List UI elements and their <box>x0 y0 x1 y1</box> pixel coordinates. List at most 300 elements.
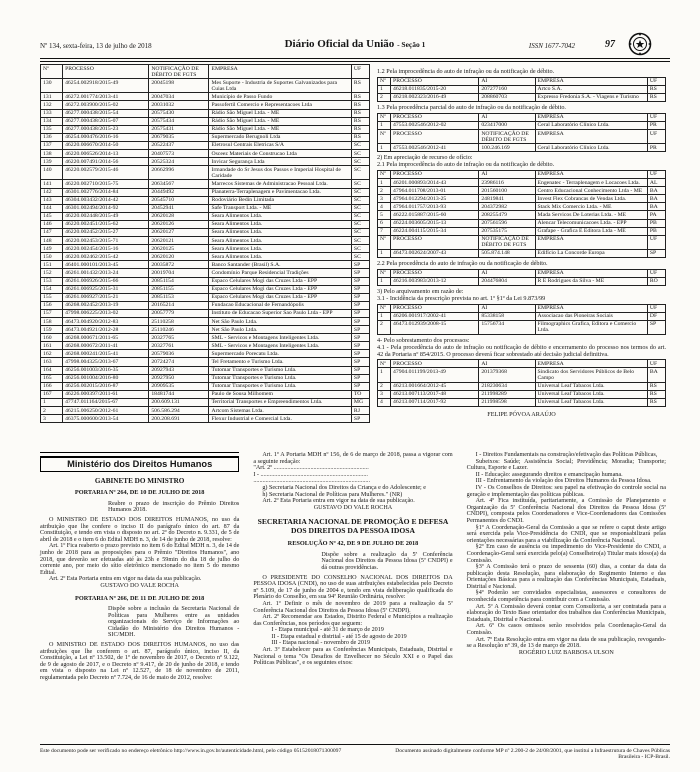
column-header: UF <box>647 130 665 144</box>
table-cell: 144 <box>41 204 63 212</box>
table-cell: SP <box>351 318 369 326</box>
table-cell: 153 <box>41 277 63 285</box>
portaria-264-paragraph: O MINISTRO DE ESTADO DOS DIREITOS HUMANOS, no uso da atribuição que lhe confere o inciso II do parágrafo único do art. 87 da Constituição, e tendo em vista o disposto no art. 2º do Decreto n. 9.331, de 5 de abril de 2018 e o item 6 do Edital MDH n. 3, de 14 de junho de 2018, resolve: <box>40 516 240 543</box>
table-cell: SC <box>351 237 369 245</box>
table-cell: 46220.002454/2015-16 <box>63 245 149 253</box>
table-cell: 4 <box>378 398 391 406</box>
cabinet-heading: GABINETE DO MINISTRO <box>94 476 185 485</box>
table-cell: 46256.001004/2016-80 <box>63 374 149 382</box>
column-header: EMPRESA <box>535 360 647 368</box>
table-cell: SC <box>351 212 369 220</box>
page-footer <box>40 748 670 761</box>
table-row <box>378 219 666 227</box>
table-cell: 7 <box>378 227 391 235</box>
table-cell: 46206.001917/2002-41 <box>391 312 479 320</box>
table-cell: 46220.007491/2014-56 <box>63 158 149 166</box>
middle-column <box>253 452 452 682</box>
column-header: EMPRESA <box>535 77 647 85</box>
table-cell: 142 <box>41 188 63 196</box>
table-cell: 1 <box>41 398 63 406</box>
table-cell: Territorial Transportes e Empreendimentos Ltda. <box>209 398 351 406</box>
table-cell: RS <box>647 390 665 398</box>
table-cell: 46215.006250/2012-61 <box>63 407 149 415</box>
table-row <box>41 158 370 166</box>
table-cell: 506.586.294 <box>149 407 209 415</box>
table-cell: SP <box>351 342 369 350</box>
edition-date: Nº 134, sexta-feira, 13 de julho de 2018 <box>40 42 152 50</box>
table-cell: 47553.002546/2012-02 <box>391 121 479 129</box>
etapa-item: III - Etapa nacional - novembro de 2019 <box>271 640 371 647</box>
table-cell: 208255479 <box>479 211 535 219</box>
table-cell: RS <box>351 93 369 101</box>
table-cell: Safe Transport Ltda. - ME <box>209 204 351 212</box>
table-row <box>41 318 370 326</box>
column-header: Nº <box>378 130 391 144</box>
table-row <box>41 180 370 188</box>
column-header: PROCESSO <box>391 77 479 85</box>
table-cell: 46254.000476/2016-16 <box>63 133 149 141</box>
republic-emblem-icon <box>628 32 652 56</box>
table-cell: 20449492 <box>149 188 209 196</box>
column-header: PROCESSO <box>391 360 479 368</box>
resolucao-paragraph: §1º A Coordenação-Geral da Comissão a que se refere o caput deste artigo será exercida pela Vice-Presidência do CNDI, que se responsabilizará pelas orientações necessárias para a viabilização da Conferência Nacional. <box>466 524 666 544</box>
column-header: UF <box>647 304 665 312</box>
column-header: AI <box>479 170 535 178</box>
portaria-264-heading: PORTARIA Nº 264, DE 10 DE JULHO DE 2018 <box>74 489 205 497</box>
table-cell: SML - Servicos e Montagens Inteligentes Ltda. <box>209 334 351 342</box>
table-cell: RS <box>351 125 369 133</box>
table-cell: SP <box>351 366 369 374</box>
table-cell: 15756734 <box>479 320 535 334</box>
portaria-vigor-paragraph: Art. 2º Esta Portaria entra em vigor na data de sua publicação. <box>262 498 415 505</box>
table-cell: 160 <box>41 334 63 342</box>
table-cell: 47964.011708/2013-01 <box>391 187 479 195</box>
section-1-2-table <box>377 77 666 102</box>
column-header: AI <box>479 113 535 121</box>
process-table-column <box>40 64 370 423</box>
table-cell: 20662996 <box>149 166 209 180</box>
column-header: EMPRESA <box>535 130 647 144</box>
table-cell: 149 <box>41 245 63 253</box>
table-cell: TO <box>351 390 369 398</box>
table-cell: 20851154 <box>149 277 209 285</box>
table-cell: 151 <box>41 261 63 269</box>
table-cell: 20620125 <box>149 245 209 253</box>
table-cell: 47964.011757/2013-93 <box>391 203 479 211</box>
table-cell: 46220.002448/2015-49 <box>63 212 149 220</box>
item-h: h) Secretaria Nacional de Políticas para Mulheres." (NR) <box>262 491 403 498</box>
table-cell: Artcom Sistemas Ltda. <box>209 407 351 415</box>
table-cell: BA <box>647 203 665 211</box>
table-cell: 2 <box>378 93 391 101</box>
table-cell: 47747.011164/2015-67 <box>63 398 149 406</box>
table-cell: 46220.006670/2014-50 <box>63 141 149 149</box>
table-cell: SP <box>647 320 665 334</box>
table-cell: RS <box>647 398 665 406</box>
footer-verification-text: Este documento pode ser verificado no endereço eletrônico http://www.in.gov.br/autenticidade.html, pelo código 05152018071300097 <box>40 748 342 754</box>
table-cell: Planaterra-Terraplenagem e Pavimentacao Ltda. <box>209 188 351 196</box>
table-cell: 2 <box>378 320 391 334</box>
table-cell: 207561596 <box>479 219 535 227</box>
table-cell: 25110258 <box>149 318 209 326</box>
table-cell: Fundacao Educacional de Fernandópolis <box>209 301 351 309</box>
column-header: Nº <box>378 113 391 121</box>
table-cell: SP <box>351 301 369 309</box>
page-number: 97 <box>605 39 615 50</box>
table-row <box>41 79 370 93</box>
table-cell: Invicar Segurança Ltda <box>209 158 351 166</box>
table-cell: 20620121 <box>149 237 209 245</box>
table-row <box>41 117 370 125</box>
decisions-column <box>377 66 666 424</box>
column-header: Nº <box>41 65 63 79</box>
secretaria-heading: SECRETARIA NACIONAL DE PROMOÇÃO E DEFESA DOS DIREITOS DA PESSOA IDOSA <box>257 517 449 535</box>
table-row <box>41 366 370 374</box>
signature-rogerio-luiz-barbosa-ulson: ROGÉRIO LUIZ BARBOSA ULSON <box>518 649 614 656</box>
table-cell: Net São Paulo Ltda. <box>209 318 351 326</box>
table-cell: 46218.011835/2015-20 <box>391 85 479 93</box>
table-cell: 154 <box>41 285 63 293</box>
table-cell: SP <box>351 382 369 390</box>
table-cell: MG <box>351 398 369 406</box>
table-cell: 157 <box>41 309 63 317</box>
table-cell: Stack Mix Comercio Ltda. - ME <box>535 203 647 211</box>
table-cell: 161 <box>41 342 63 350</box>
table-cell: Net São Paulo Ltda. <box>209 326 351 334</box>
table-cell: Invest Flex Cobrancas de Vendas Ltda. <box>535 195 647 203</box>
table-cell: 5 <box>378 211 391 219</box>
table-cell: 46272.003900/2015-02 <box>63 101 149 109</box>
column-header: Nº <box>378 170 391 178</box>
table-row <box>378 179 666 187</box>
table-cell: SC <box>351 245 369 253</box>
footer-signature-text: Documento assinado digitalmente conforme MP nº 2.200-2 de 24/08/2001, que institui a Infraestrutura de Chaves Públicas Brasileira - ICP-Brasil. <box>395 748 670 761</box>
table-row <box>378 249 666 257</box>
table-cell: 20522437 <box>149 141 209 149</box>
signature-gustavo-do-vale-rocha: GUSTAVO DO VALE ROCHA <box>313 504 393 511</box>
table-cell: 18481744 <box>149 390 209 398</box>
table-cell: 207535175 <box>479 227 535 235</box>
table-cell: 3 <box>41 415 63 423</box>
table-cell: 20575430 <box>149 109 209 117</box>
table-cell: 46261.006927/2015-21 <box>63 293 149 301</box>
table-cell: Espaco Celulares Mogi das Cruzes Ltda - EPP <box>209 293 351 301</box>
right-bottom-column <box>467 452 666 682</box>
table-cell: 137 <box>41 141 63 149</box>
table-cell: 20545710 <box>149 196 209 204</box>
table-cell: 46473.012939/2008-15 <box>391 320 479 334</box>
table-header-row <box>378 269 666 277</box>
table-row <box>41 342 370 350</box>
table-cell: Rádio São Miguel Ltda. - ME <box>209 109 351 117</box>
table-cell: Edifício La Concorde Europa <box>535 249 647 257</box>
table-cell: 20620126 <box>149 220 209 228</box>
table-cell: Tel Fretamento e Turismo Ltda. <box>209 358 351 366</box>
column-header: EMPRESA <box>535 269 647 277</box>
table-row <box>41 228 370 236</box>
table-row <box>41 374 370 382</box>
table-cell: 46256.001003/2016-35 <box>63 366 149 374</box>
column-header: EMPRESA <box>535 170 647 178</box>
table-header-row <box>378 113 666 121</box>
table-cell: 20927950 <box>149 374 209 382</box>
resolucao-paragraph: §3º A Comissão terá o prazo de sessenta (60) dias, a contar da data da publicação desta Resolução, para elaboração do Regimento Interno e das Orientações Básicas para a realização das Conferências Municipais, Estaduais, Distrital e Nacional. <box>466 564 666 590</box>
table-cell: PB <box>647 227 665 235</box>
table-cell: 20019704 <box>149 269 209 277</box>
table-header-row <box>378 170 666 178</box>
column-header: PROCESSO <box>391 304 479 312</box>
column-header: AI <box>479 269 535 277</box>
table-cell: Sindicato dos Servidores Públicos de Belo Campo <box>535 368 647 382</box>
table-cell: 46277.000438/2015-23 <box>63 125 149 133</box>
table-cell: 167 <box>41 390 63 398</box>
table-cell: Paulo de Sousa Milhomem <box>209 390 351 398</box>
table-cell: 2 <box>378 187 391 195</box>
section-2-2-heading: 2.2 Pela procedência do auto de infração ou da notificação de débito. <box>377 259 548 267</box>
table-header-row <box>378 130 666 144</box>
table-cell: 200.609.131 <box>149 398 209 406</box>
table-cell: 163 <box>41 358 63 366</box>
signature-felipe-povoa-araujo: FELIPE PÓVOA ARAÚJO <box>487 410 556 418</box>
footer-divider <box>40 744 670 745</box>
table-cell: 46261.006925/2015-31 <box>63 285 149 293</box>
table-cell: 46220.002462/2015-42 <box>63 253 149 261</box>
section-4-heading: 4- Pelo sobrestamento dos processos: <box>377 336 470 344</box>
column-header: PROCESSO <box>391 269 479 277</box>
process-table-body <box>41 79 370 399</box>
table-cell: 46277.000438/2015-07 <box>63 117 149 125</box>
table-cell: 1 <box>378 121 391 129</box>
table-cell: BA <box>647 187 665 195</box>
ministry-box-title: Ministério dos Direitos Humanos <box>40 456 239 472</box>
table-cell: 4 <box>378 203 391 211</box>
table-row <box>378 277 666 285</box>
table-cell: SP <box>647 249 665 257</box>
table-cell: SC <box>351 228 369 236</box>
table-cell: 24819841 <box>479 195 535 203</box>
table-cell: Engenatec - Terraplenagem e Locacoes Ltda. <box>535 179 647 187</box>
resolucao-42-heading: RESOLUÇÃO Nº 42, DE 9 DE JULHO DE 2018 <box>287 540 419 548</box>
table-cell: 100.246.169 <box>479 144 535 152</box>
table-row <box>41 285 370 293</box>
table-cell: Tutomar Transportes e Turismo Ltda. <box>209 382 351 390</box>
portaria-264-paragraph: Art. 1º Fica reaberto o prazo previsto no item 6 do Edital MDH n. 3, de 14 de junho de 2018 para as proposições para o Prêmio "Direitos Humanos", ano 2018, que deverão ser efetuadas até às 23h e 59min do dia 18 de julho do corrente ano, por meio do sítio eletrônico mencionado no item 5 do mesmo Edital. <box>40 543 240 576</box>
table-cell: DF <box>647 312 665 320</box>
table-cell: 1 <box>378 144 391 152</box>
quoted-article-line: "Art. 2º .............................................................. <box>253 465 369 472</box>
resolucao-paragraph: Art. 7º Esta Resolução entra em vigor na data de sua publicação, revogando-se a Resolução nº 39, de 13 de março de 2018. <box>466 636 666 650</box>
resolucao-42-ementa: Dispõe sobre a realização da 5ª Conferência Nacional dos Direitos da Pessoa Idosa (5ª CNDPI) e dá outras providências. <box>321 551 453 571</box>
table-cell: 20724274 <box>149 358 209 366</box>
resolucao-paragraph: Art. 5º A Comissão deverá contar com Consultoria, a ser contratada para a elaboração do Texto Base orientador dos trabalhos das Conferências Municipais, Estaduais, Distrital e Nacional. <box>466 603 666 623</box>
table-cell: RO <box>647 277 665 285</box>
table-row <box>41 309 370 317</box>
table-cell: 20575434 <box>149 117 209 125</box>
table-cell: 46256.002015/2016-87 <box>63 382 149 390</box>
table-row <box>41 188 370 196</box>
table-cell: SC <box>351 166 369 180</box>
portaria-264-ementa: Reabre o prazo de inscrição do Prêmio Direitos Humanos 2018. <box>108 500 240 514</box>
table-row <box>378 227 666 235</box>
table-cell: 46473.004920/2012-83 <box>63 318 149 326</box>
table-cell: 131 <box>41 93 63 101</box>
section-4-1-table <box>377 359 666 407</box>
table-cell: SP <box>351 309 369 317</box>
section-3-heading: 3) Pelo arquivamento em razão de: <box>377 287 464 295</box>
table-row <box>378 187 666 195</box>
table-cell: 20634567 <box>149 180 209 188</box>
table-cell: 1 <box>378 312 391 320</box>
column-header: PROCESSO <box>391 235 479 249</box>
table-row <box>41 358 370 366</box>
table-row <box>41 407 370 415</box>
table-row <box>41 398 370 406</box>
column-header: EMPRESA <box>535 113 647 121</box>
table-cell: 20679035 <box>149 133 209 141</box>
table-row <box>378 382 666 390</box>
table-row <box>378 93 666 101</box>
table-cell: Seara Alimentos Ltda. <box>209 253 351 261</box>
etapa-item: II - Etapa estadual e distrital - até 15 de agosto de 2019 <box>271 633 407 640</box>
section-3-1-heading: 3.1 - Incidência da prescrição prevista no art. 1º §1º da Lei 9.873/99 <box>377 294 546 302</box>
table-cell: 20045198 <box>149 79 209 93</box>
table-header-row <box>378 77 666 85</box>
table-cell: Tutomar Transportes e Turismo Ltda. <box>209 366 351 374</box>
column-header: UF <box>647 113 665 121</box>
table-row <box>41 334 370 342</box>
table-cell: 46268.000241/2015-41 <box>63 350 149 358</box>
table-cell: 46220.002579/2015-46 <box>63 166 149 180</box>
column-header: EMPRESA <box>535 304 647 312</box>
table-cell: SC <box>351 188 369 196</box>
gazette-title <box>40 38 670 50</box>
table-cell: PB <box>647 219 665 227</box>
column-header: UF <box>647 170 665 178</box>
table-row <box>41 390 370 398</box>
table-row <box>378 195 666 203</box>
table-cell: 148 <box>41 237 63 245</box>
table-cell: SML - Servicos e Montagens Inteligentes Ltda. <box>209 342 351 350</box>
table-row <box>378 144 666 152</box>
table-cell: Banco Santander (Brasil) S.A. <box>209 261 351 269</box>
table-cell: 46375.000600/2013-54 <box>63 415 149 423</box>
resolucao-paragraph: Art. 1º Definir o mês de novembro de 2019 para a realização da 5ª Conferência Nacional dos Direitos da Pessoa Idosa (5ª CNDPI). <box>253 600 453 614</box>
quoted-item-line: I - ...................................................................... <box>253 471 368 478</box>
table-cell: RS <box>351 109 369 117</box>
etapa-item: I - Etapa municipal - até 31 de março de 2019 <box>271 627 384 634</box>
table-cell: Grafape - Grafica E Editora Ltda - ME <box>535 227 647 235</box>
table-cell: 46261.006926/2015-66 <box>63 277 149 285</box>
table-cell: Rádio São Miguel Ltda. - ME <box>209 117 351 125</box>
table-cell: R E Rodrigues da Silva - ME <box>535 277 647 285</box>
table-cell: Marrecos Sistemas de Administracao Pessoal Ltda. <box>209 180 351 188</box>
portaria-266-ementa: Dispõe sobre a inclusão da Secretaria Nacional de Políticas para Mulheres entre as unidades organizacionais do Serviço de Informações ao Cidadão do Ministério dos Direitos Humanos - SIC/MDH. <box>108 606 240 639</box>
column-header: AI <box>479 304 535 312</box>
resolucao-paragraph: Art. 3º Estabelecer para as Conferências Municipais, Estaduais, Distrital e Nacional o tema "Os Desafios de Envelhecer no Século XXI e o Papel das Políticas Públicas", e os seguintes eixos: <box>253 647 453 667</box>
table-cell: 3 <box>378 195 391 203</box>
table-cell: Osceez Materiais de Construcao Ltda <box>209 150 351 158</box>
table-cell: Eletrosul Centrais Eletricas S/A <box>209 141 351 149</box>
table-row <box>378 312 666 320</box>
table-cell: Mes Suporte - Industria de Suportes Galvanizados para Cuias Ltda <box>209 79 351 93</box>
table-cell: RJ <box>351 407 369 415</box>
table-row <box>41 150 370 158</box>
table-cell: 47553.002546/2012-41 <box>391 144 479 152</box>
table-cell: SC <box>351 141 369 149</box>
table-cell: 20851153 <box>149 293 209 301</box>
table-cell: Supermercado Berugnoli Ltda <box>209 133 351 141</box>
table-cell: 166 <box>41 382 63 390</box>
table-cell: 1 <box>378 85 391 93</box>
table-row <box>41 253 370 261</box>
table-row <box>378 211 666 219</box>
table-cell: 46216.003983/2013-12 <box>391 277 479 285</box>
table-cell: RS <box>351 117 369 125</box>
section-2-1-heading: 2.1 Pela improcedência do auto de infração ou da notificação de débito. <box>377 161 555 169</box>
table-row <box>378 390 666 398</box>
table-cell: Universal Leaf Tabacos Ltda. <box>535 382 647 390</box>
table-cell: 46220.002453/2015-71 <box>63 237 149 245</box>
table-cell: 136 <box>41 133 63 141</box>
table-cell: 46277.000438/2015-54 <box>63 109 149 117</box>
table-cell: Município de Passo Fundo <box>209 93 351 101</box>
table-cell: 145 <box>41 212 63 220</box>
table-row <box>41 326 370 334</box>
table-cell: 20620128 <box>149 212 209 220</box>
table-cell: Seara Alimentos Ltda. <box>209 245 351 253</box>
table-cell: PR <box>647 121 665 129</box>
table-row <box>41 245 370 253</box>
table-cell: SP <box>351 277 369 285</box>
table-header-row <box>41 65 370 79</box>
eixo-item: II - Educação: assegurando direitos e emancipação humana. <box>475 471 623 478</box>
table-cell: 207277160 <box>479 85 535 93</box>
column-header: PROCESSO <box>391 170 479 178</box>
table-cell: SP <box>351 374 369 382</box>
table-cell: SC <box>351 220 369 228</box>
table-cell: 46220.002710/2015-75 <box>63 180 149 188</box>
table-cell: 47904.011199/2013-49 <box>391 368 479 382</box>
table-cell: Passofertil Comercio e Representacoes Ltda <box>209 101 351 109</box>
table-header-row <box>378 360 666 368</box>
page-header <box>40 36 670 58</box>
table-cell: 158 <box>41 318 63 326</box>
column-header: Nº <box>378 360 391 368</box>
table-cell: Alencar Telecomunicacoes Ltda. - EPP <box>535 219 647 227</box>
table-cell: Espaco Celulares Mogi das Cruzes Ltda - EPP <box>209 285 351 293</box>
table-row <box>41 382 370 390</box>
table-cell: 1 <box>378 179 391 187</box>
table-cell: 201560100 <box>479 187 535 195</box>
table-cell: 46220.002451/2015-62 <box>63 220 149 228</box>
table-cell: Artco S.A. <box>535 85 647 93</box>
table-row <box>41 220 370 228</box>
table-cell: RS <box>351 101 369 109</box>
section-1-2-heading: 1.2 Pela improcedência do auto de infração ou da notificação de débito. <box>377 68 555 75</box>
table-cell: Instituto de Educacao Superior Sao Paulo Ltda - EPP <box>209 309 351 317</box>
table-row <box>41 277 370 285</box>
table-cell: Rádio São Miguel Ltda. - ME <box>209 125 351 133</box>
column-header: NOTIFICAÇÃO DE DÉBITO DE FGTS <box>479 130 535 144</box>
gazette-title-text: Diário Oficial da União <box>284 38 395 50</box>
section-2-2-table <box>377 269 666 286</box>
column-header: NOTIFICAÇÃO DE DÉBITO DE FGTS <box>149 65 209 79</box>
table-cell: 46201.000893/2014-43 <box>391 179 479 187</box>
table-cell: 20327761 <box>149 342 209 350</box>
table-cell: 134 <box>41 117 63 125</box>
table-cell: 20927943 <box>149 366 209 374</box>
table-cell: 20575431 <box>149 125 209 133</box>
